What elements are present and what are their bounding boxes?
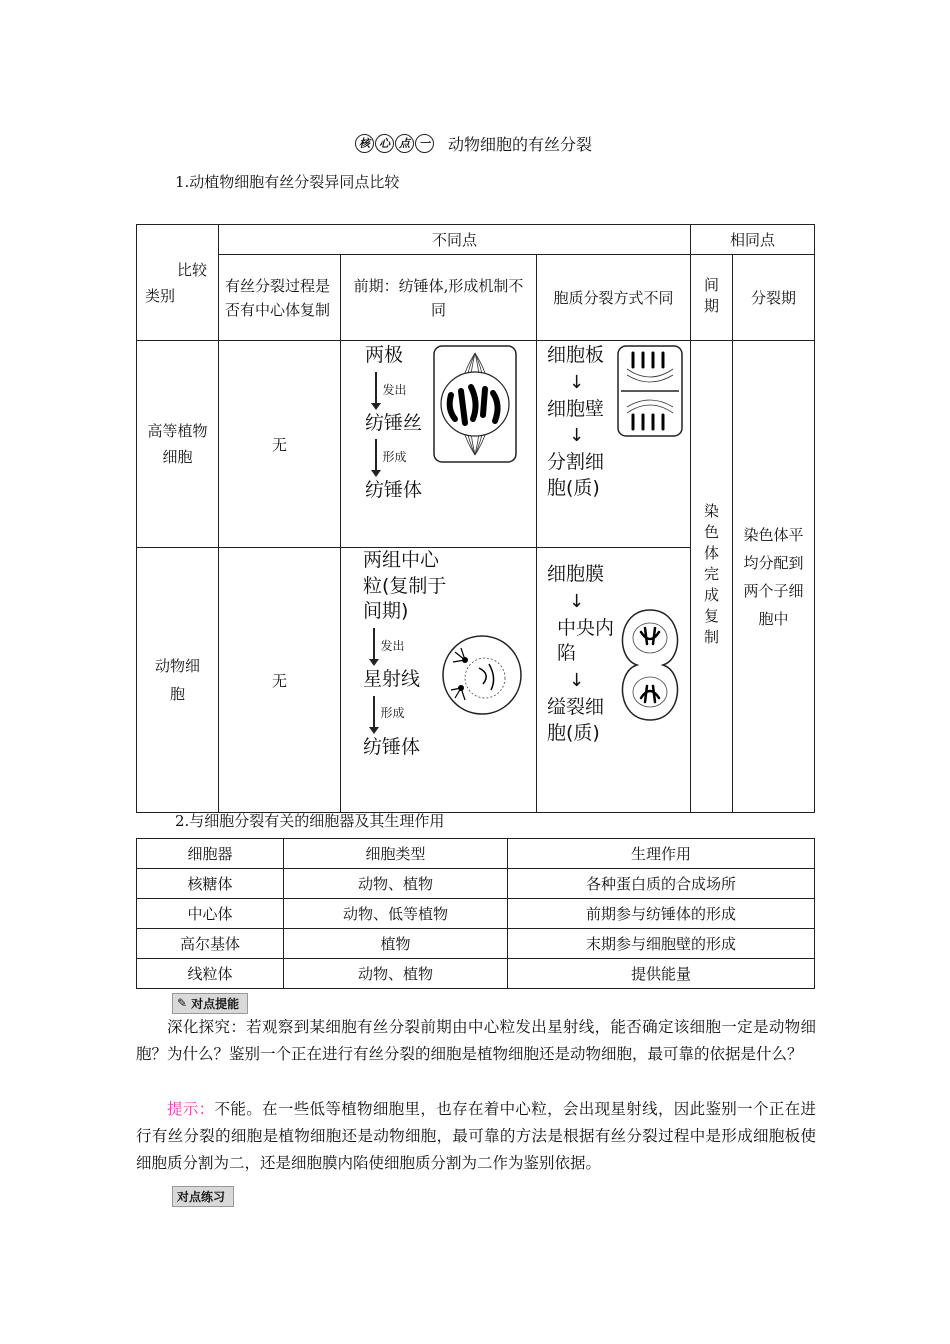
- hint-text: 不能。在一些低等植物细胞里，也存在着中心粒，会出现星射线，因此鉴别一个正在进行有丝分裂的细胞是植物细胞还是动物细胞，最可靠的方法是根据有丝分裂过程中是形成细胞板使细胞质分割为二，还是细胞膜内陷使细胞质分割为二作为鉴别依据。: [136, 1100, 816, 1172]
- animal-row-label: 动物细胞: [137, 548, 219, 813]
- flow-step: 星射线: [363, 667, 421, 690]
- flow-step: 纺锤体: [365, 479, 423, 502]
- animal-cyto-cell: [537, 548, 691, 813]
- practice-tag-label: 对点练习: [172, 1186, 234, 1207]
- function: 前期参与纺锤体的形成: [508, 899, 815, 929]
- cell-type: 动物、低等植物: [284, 899, 508, 929]
- animal-furrow-image: [613, 606, 687, 724]
- category-label: 类别: [145, 286, 176, 305]
- plant-cell-plate-image: [617, 345, 683, 437]
- plant-prophase-cell: [341, 341, 537, 548]
- header-function: 生理作用: [508, 839, 815, 869]
- col-interphase-label: 间期: [702, 276, 721, 319]
- badge-char: 核: [355, 134, 374, 153]
- flow-step: 中央内陷: [557, 616, 615, 665]
- flow-step: 细胞壁: [547, 397, 605, 420]
- function: 末期参与细胞壁的形成: [508, 929, 815, 959]
- arrow-label: 形成: [380, 706, 405, 721]
- plant-spindle-image: [433, 345, 517, 463]
- organelle-name: 高尔基体: [137, 929, 284, 959]
- header-cell-type: 细胞类型: [284, 839, 508, 869]
- plant-prophase-flow: [365, 343, 422, 504]
- col-prophase-header: 前期：纺锤体,形成机制不同: [341, 255, 537, 341]
- core-point-badge: [355, 134, 434, 153]
- pen-icon: ✎: [177, 996, 188, 1010]
- arrow-label: 形成: [382, 450, 407, 465]
- section-heading: [355, 132, 592, 154]
- flow-step: 细胞膜: [547, 563, 605, 585]
- col-division-header: 分裂期: [733, 255, 815, 341]
- table-row: [137, 899, 815, 929]
- header-organelle: 细胞器: [137, 839, 284, 869]
- function: 各种蛋白质的合成场所: [508, 869, 815, 899]
- col-interphase-header: [691, 255, 733, 341]
- arrow-icon: [365, 436, 422, 478]
- question-paragraph: 深化探究：若观察到某细胞有丝分裂前期由中心粒发出星射线，能否确定该细胞一定是动物细胞？为什么？鉴别一个正在进行有丝分裂的细胞是植物细胞还是动物细胞，最可靠的依据是什么？: [136, 1018, 816, 1063]
- plant-centrosome: 无: [219, 341, 341, 548]
- section-2-title: 2.与细胞分裂有关的细胞器及其生理作用: [175, 812, 445, 830]
- function: 提供能量: [508, 959, 815, 989]
- compare-label: 比较: [177, 260, 208, 279]
- diff-header: 不同点: [219, 225, 691, 255]
- badge-char: 一: [415, 134, 434, 153]
- flow-step: 缢裂细胞(质): [547, 695, 605, 744]
- down-arrow-icon: ↓: [569, 371, 585, 393]
- animal-centrosome: 无: [219, 548, 341, 813]
- animal-prophase-cell: [341, 548, 537, 813]
- flow-step: 分割细胞(质): [547, 451, 605, 499]
- hint-paragraph: [136, 1096, 816, 1177]
- section-1-title: 1.动植物细胞有丝分裂异同点比较: [175, 173, 400, 191]
- badge-char: 心: [375, 134, 394, 153]
- flow-step: 细胞板: [547, 344, 605, 366]
- arrow-icon: [363, 693, 453, 735]
- organelle-name: 中心体: [137, 899, 284, 929]
- down-arrow-icon: ↓: [569, 590, 585, 612]
- cell-type: 动物、植物: [284, 959, 508, 989]
- plant-row-label: 高等植物细胞: [137, 341, 219, 548]
- page-title: 动物细胞的有丝分裂: [448, 134, 593, 154]
- down-arrow-icon: ↓: [569, 425, 585, 447]
- flow-step: 纺锤丝: [365, 411, 423, 434]
- cell-type: 植物: [284, 929, 508, 959]
- same-header: 相同点: [691, 225, 815, 255]
- arrow-icon: [365, 369, 422, 411]
- arrow-label: 发出: [382, 382, 407, 397]
- interphase-cell: [691, 341, 733, 813]
- organelle-name: 线粒体: [137, 959, 284, 989]
- points-tag-label: 对点提能: [191, 996, 240, 1011]
- arrow-icon: [363, 625, 453, 667]
- arrow-label: 发出: [380, 638, 405, 653]
- interphase-text: 染色体完成复制: [702, 503, 721, 650]
- col-centrosome-header: 有丝分裂过程是否有中心体复制: [219, 255, 341, 341]
- table-row: [137, 959, 815, 989]
- animal-prophase-flow: [363, 548, 453, 760]
- hint-label: 提示：: [167, 1100, 215, 1118]
- cell-type: 动物、植物: [284, 869, 508, 899]
- division-cell: 染色体平均分配到两个子细胞中: [733, 341, 815, 813]
- organelle-table: [136, 838, 815, 989]
- col-cytokinesis-header: 胞质分裂方式不同: [537, 255, 691, 341]
- points-tag: [172, 992, 248, 1014]
- practice-tag: [172, 1186, 234, 1207]
- animal-cyto-flow: [547, 562, 617, 746]
- plant-cyto-flow: [547, 343, 607, 502]
- header-corner-cell: [137, 225, 219, 341]
- flow-step: 两组中心粒(复制于间期): [363, 549, 447, 623]
- table-row: [137, 929, 815, 959]
- animal-aster-image: [441, 634, 523, 716]
- badge-char: 点: [395, 134, 414, 153]
- flow-step: 两极: [365, 344, 404, 366]
- table-row: [137, 869, 815, 899]
- comparison-table: [136, 224, 815, 813]
- organelle-name: 核糖体: [137, 869, 284, 899]
- flow-step: 纺锤体: [363, 735, 421, 758]
- plant-cyto-cell: [537, 341, 691, 548]
- down-arrow-icon: ↓: [569, 669, 585, 691]
